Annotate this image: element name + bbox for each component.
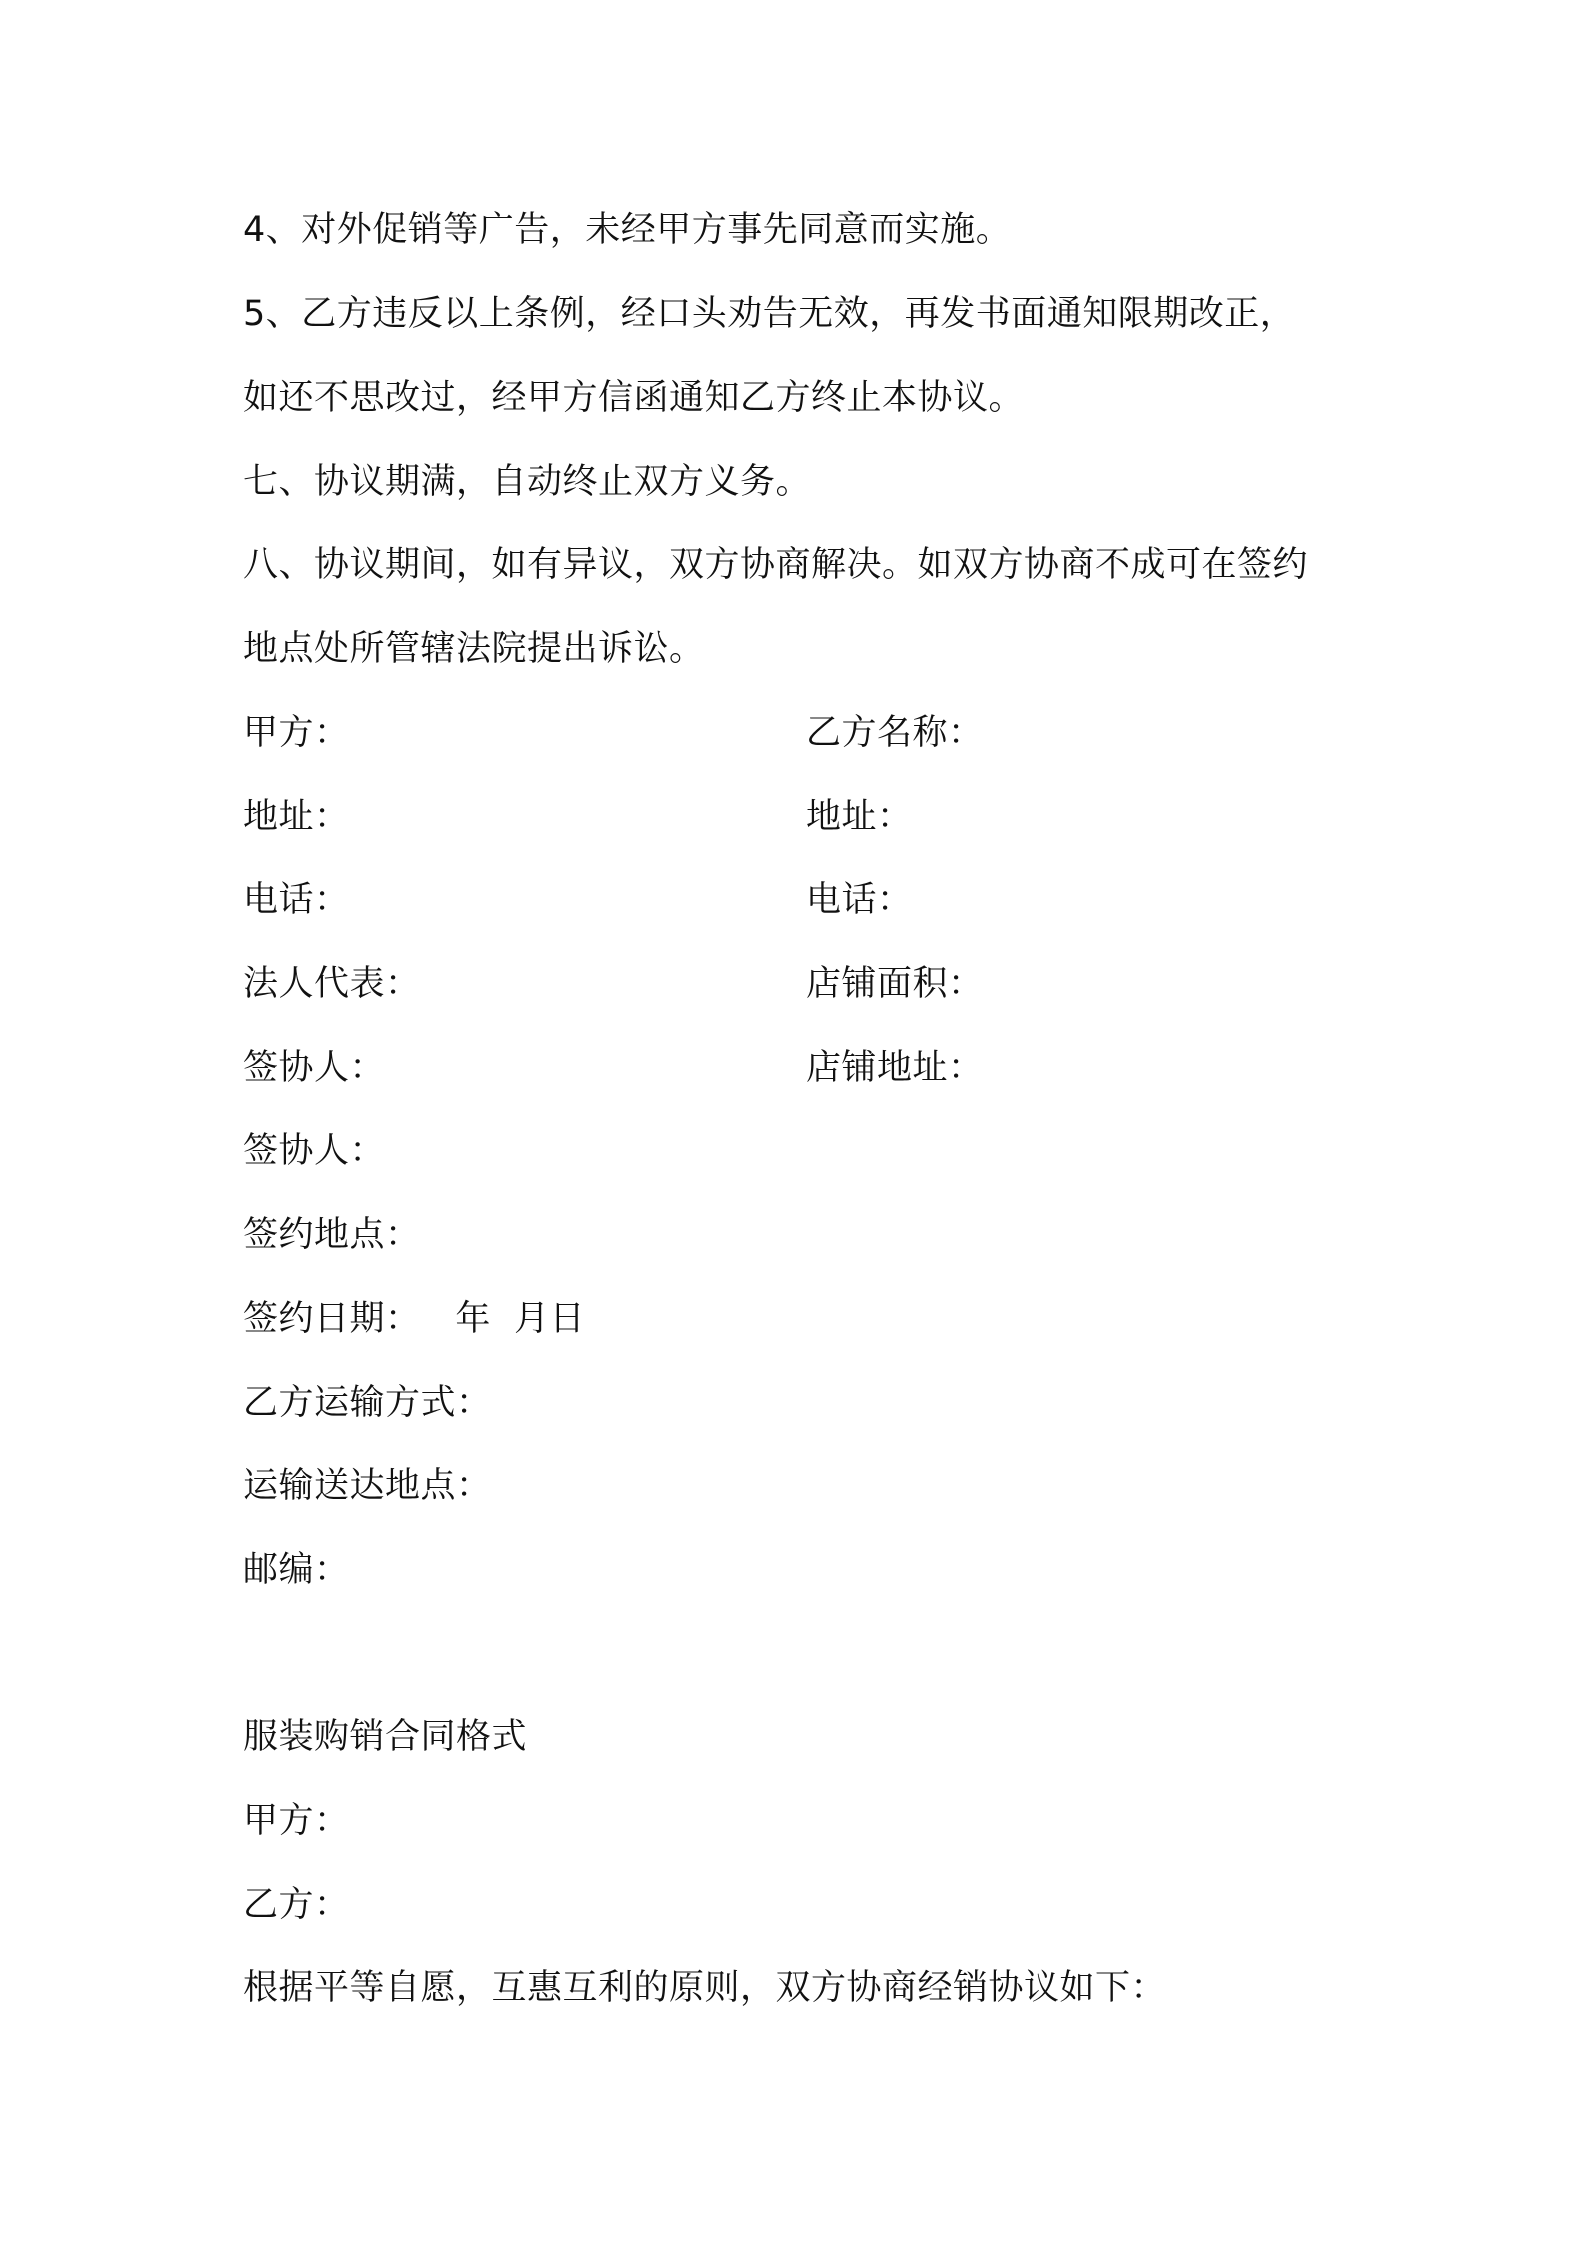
clause-7: 七、协议期满，自动终止双方义务。 <box>243 462 812 502</box>
clause-8-line-1: 八、协议期间，如有异议，双方协商解决。如双方协商不成可在签约 <box>243 545 1309 585</box>
party-b-name-label: 乙方名称： <box>806 713 984 753</box>
clause-item-5-line-1: 5、乙方违反以上条例，经口头劝告无效，再发书面通知限期改正， <box>243 294 1296 334</box>
delivery-place-label: 运输送达地点： <box>243 1466 492 1506</box>
signing-date-label: 签约日期： 年 月日 <box>243 1299 586 1339</box>
store-area-label: 店铺面积： <box>806 964 984 1004</box>
store-address-label: 店铺地址： <box>806 1048 984 1088</box>
signing-place-label: 签约地点： <box>243 1215 421 1255</box>
clause-item-5-line-2: 如还不思改过，经甲方信函通知乙方终止本协议。 <box>243 378 1025 418</box>
clause-8-line-2: 地点处所管辖法院提出诉讼。 <box>243 629 705 669</box>
contract-preamble: 根据平等自愿，互惠互利的原则，双方协商经销协议如下： <box>243 1968 1167 2008</box>
transport-method-label: 乙方运输方式： <box>243 1383 492 1423</box>
clause-item-4: 4、对外促销等广告，未经甲方事先同意而实施。 <box>243 210 1012 250</box>
contract-title: 服装购销合同格式 <box>243 1717 528 1757</box>
contract-party-b-label: 乙方： <box>243 1885 350 1925</box>
party-a-address-label: 地址： <box>243 797 350 837</box>
party-b-address-label: 地址： <box>806 797 913 837</box>
contract-party-a-label: 甲方： <box>243 1801 350 1841</box>
cosigner-label-1: 签协人： <box>243 1048 386 1088</box>
cosigner-label-2: 签协人： <box>243 1131 386 1171</box>
postcode-label: 邮编： <box>243 1550 350 1590</box>
legal-representative-label: 法人代表： <box>243 964 421 1004</box>
party-a-phone-label: 电话： <box>243 880 350 920</box>
party-a-label: 甲方： <box>243 713 350 753</box>
party-b-phone-label: 电话： <box>806 880 913 920</box>
